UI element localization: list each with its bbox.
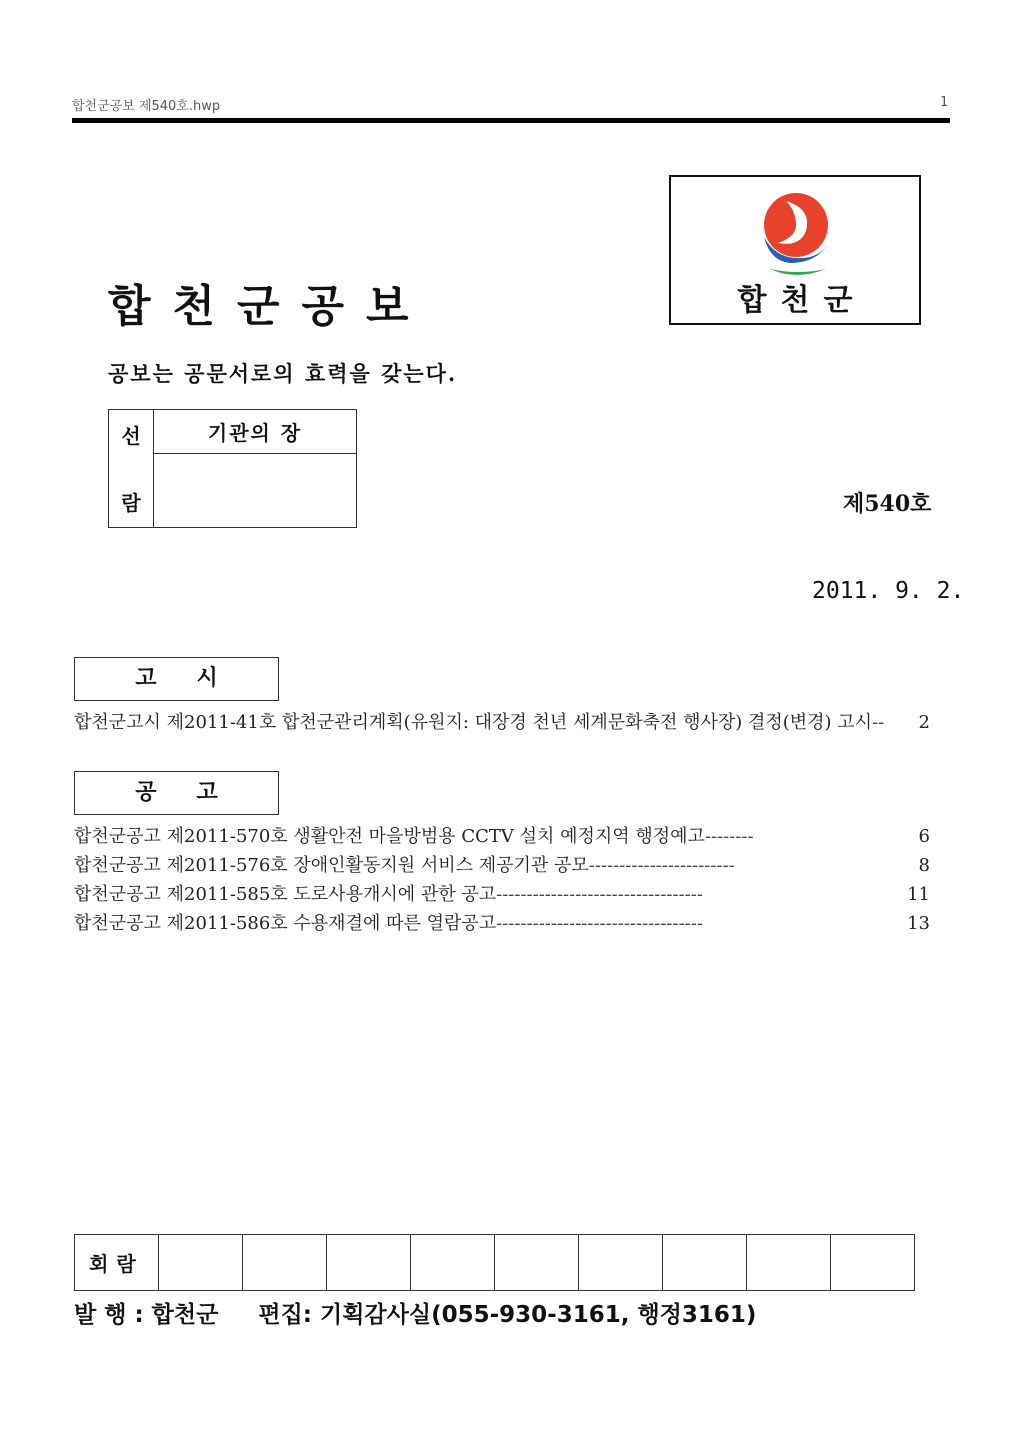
- toc-title: 합천군고시 제2011-41호 합천군관리계획(유원지: 대장경 천년 세계문화축전 행사장) 결정(변경) 고시: [74, 712, 873, 733]
- toc-title: 합천군공고 제2011-585호 도로사용개시에 관한 공고: [74, 884, 497, 905]
- circulation-cell: [747, 1235, 831, 1291]
- logo-text: 합천군: [737, 283, 867, 318]
- circulation-cell: [495, 1235, 579, 1291]
- toc-row: [74, 708, 930, 734]
- approval-table: [108, 409, 357, 528]
- toc-row: [74, 822, 930, 848]
- toc-row: [74, 880, 930, 906]
- toc-title: 합천군공고 제2011-570호 생활안전 마을방범용 CCTV 설치 예정지역 행정예고: [74, 826, 705, 847]
- toc-leader: ----------------------------------: [496, 913, 703, 934]
- toc-row: [74, 909, 930, 935]
- header-page-number: 1: [940, 95, 949, 110]
- section-heading-notice: 고시: [74, 657, 279, 701]
- toc-page: 6: [918, 826, 930, 847]
- issue-number: 제540호: [843, 491, 932, 517]
- toc-leader: ----------------------------------: [496, 884, 703, 905]
- toc-row: [74, 851, 930, 877]
- county-emblem-icon: [756, 191, 836, 283]
- circulation-label: 회람: [75, 1235, 159, 1291]
- approval-side-bottom: 람: [121, 491, 141, 515]
- header-rule: [72, 118, 950, 123]
- circulation-cell: [663, 1235, 747, 1291]
- logo-box: [669, 175, 921, 325]
- circulation-cell: [327, 1235, 411, 1291]
- toc-page: 8: [918, 855, 930, 876]
- page-title: 합천군공보: [108, 281, 431, 332]
- issue-date: 2011. 9. 2.: [812, 578, 965, 604]
- circulation-cell: [159, 1235, 243, 1291]
- circulation-cell: [579, 1235, 663, 1291]
- toc-page: 11: [907, 884, 930, 905]
- circulation-cell: [411, 1235, 495, 1291]
- approval-side-top: 선: [121, 424, 141, 448]
- toc-page: 2: [918, 712, 930, 733]
- approval-head: 기관의 장: [154, 410, 357, 454]
- toc-leader: --------: [704, 826, 754, 847]
- subtitle: 공보는 공문서로의 효력을 갖는다.: [108, 361, 458, 386]
- toc-page: 13: [907, 913, 930, 934]
- toc-title: 합천군공고 제2011-576호 장애인활동지원 서비스 제공기관 공모: [74, 855, 589, 876]
- footer-publisher: 발 행 : 합천군 편집: 기획감사실(055-930-3161, 행정3161): [74, 1302, 757, 1328]
- circulation-table: [74, 1234, 915, 1291]
- toc-title: 합천군공고 제2011-586호 수용재결에 따른 열람공고: [74, 913, 497, 934]
- approval-signature-cell: [154, 454, 357, 528]
- toc-leader: ------------------------: [588, 855, 735, 876]
- approval-side-cell: [109, 410, 154, 528]
- circulation-cell: [243, 1235, 327, 1291]
- toc-leader: --: [872, 712, 885, 733]
- circulation-cell: [831, 1235, 915, 1291]
- header-filename: 합천군공보 제540호.hwp: [72, 99, 221, 114]
- section-heading-announcement: 공고: [74, 771, 279, 815]
